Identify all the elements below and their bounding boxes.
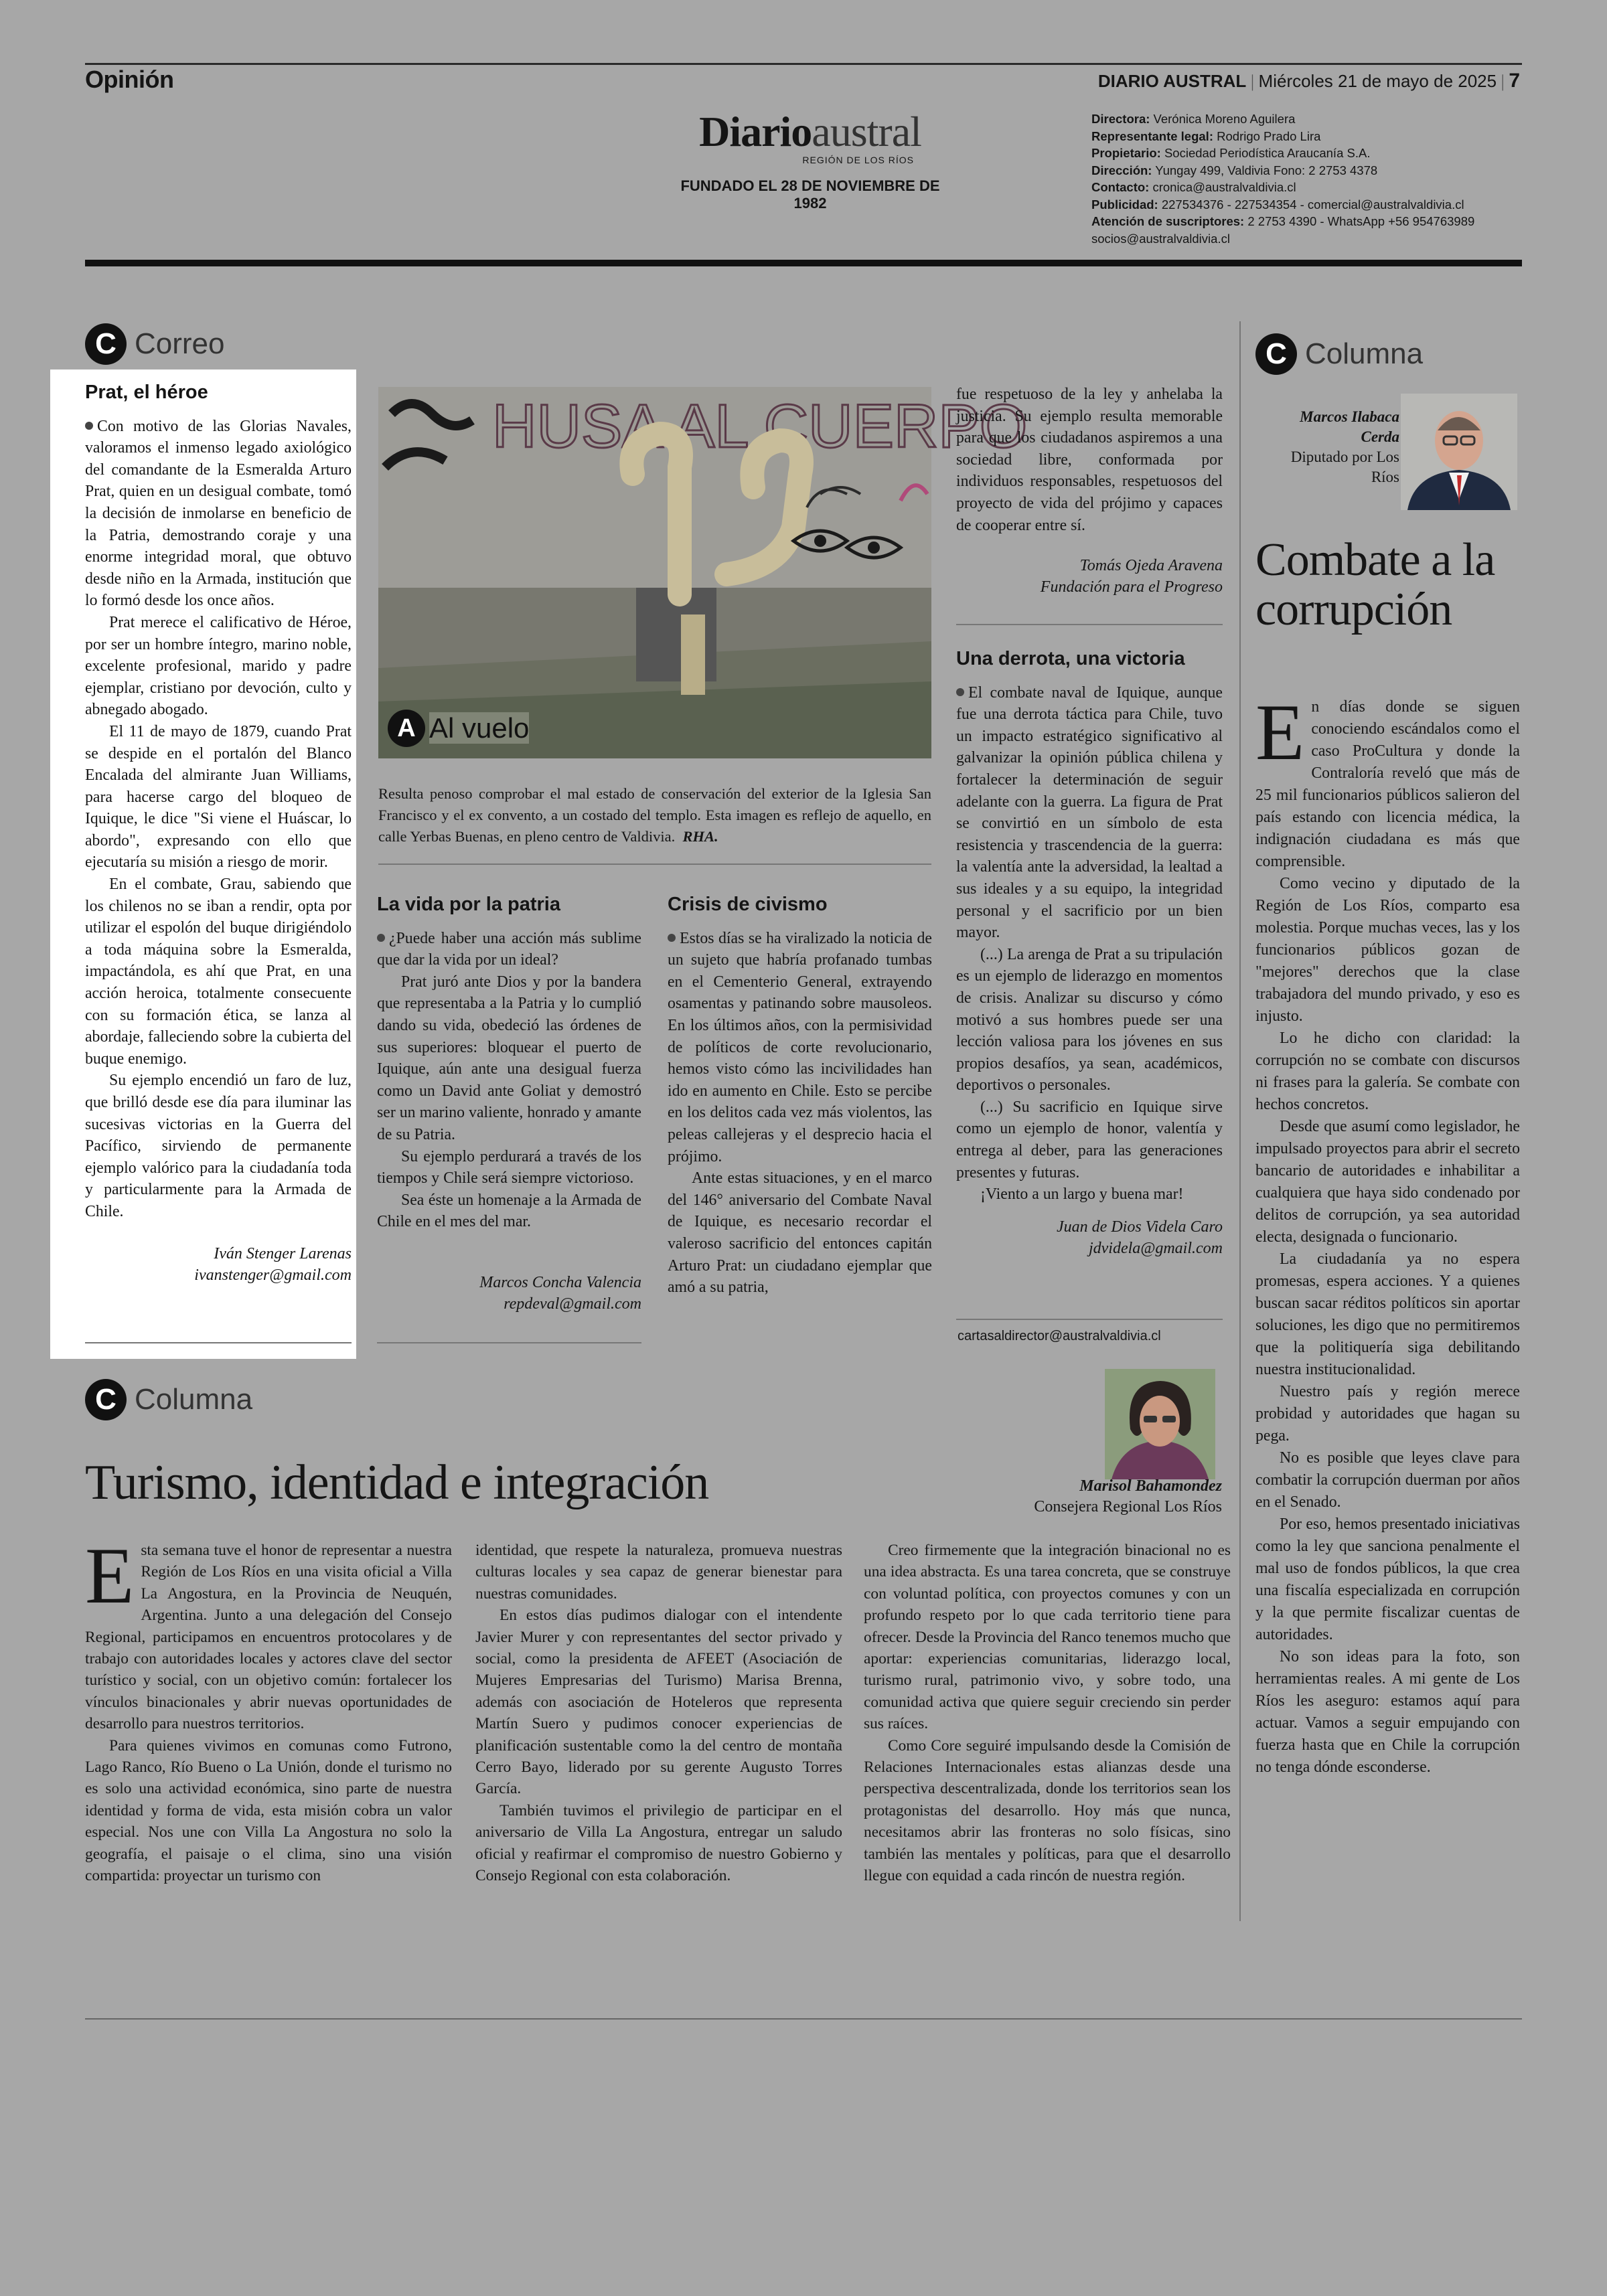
letter-signature (85, 1243, 352, 1286)
al-vuelo-badge: A (388, 710, 425, 747)
columna-label: Columna (1305, 337, 1424, 370)
letter-signature (956, 1216, 1223, 1259)
staff-line: Atención de suscriptores: 2 2753 4390 - WhatsApp +56 954763989 (1091, 214, 1475, 228)
column-paragraph: La ciudadanía ya no espera promesas, espera acciones. Y a quienes buscan sacar réditos políticos sin aportar soluciones, les digo que no permitiremos que la politiquería siga debilitando nuestra institucionalidad. (1255, 1250, 1520, 1378)
avatar (1401, 394, 1517, 510)
letter-title: Prat, el héroe (85, 382, 208, 403)
column-paragraph: No es posible que leyes clave para combatir la corrupción duerman por años en el Senado. (1255, 1449, 1520, 1511)
columna-bottom-title: Turismo, identidad e integración (85, 1455, 709, 1510)
bullet-icon (85, 422, 93, 430)
al-vuelo-label: Al vuelo (429, 712, 530, 744)
divider (85, 1342, 352, 1343)
columna-bottom-col1 (85, 1531, 452, 1887)
columnist-name: Marisol Bahamondez (1079, 1477, 1222, 1495)
column-paragraph: Como Core seguiré impulsando desde la Comisión de Relaciones Internacionales estas alianzas desde una perspectiva descentralizada, donde los territorios sean los protagonistas del desarrollo. Hoy más que nunca, necesitamos abrir las fronteras no solo físicas, sino también las mentales y políticas, para que el desarrollo llegue con equidad a cada rincón de nuestra región. (864, 1736, 1231, 1885)
bullet-icon (956, 688, 964, 696)
divider (956, 624, 1223, 625)
bottom-rule (85, 2018, 1522, 2020)
letter-author: Juan de Dios Videla Caro (1057, 1218, 1223, 1236)
photo-al-vuelo (378, 387, 1028, 758)
staff-line: Dirección: Yungay 499, Valdivia Fono: 2 2753 4378 (1091, 163, 1378, 177)
columna-title: Combate a la corrupción (1255, 534, 1495, 635)
staff-line: Publicidad: 227534376 - 227534354 - comercial@australvaldivia.cl (1091, 197, 1464, 212)
masthead-rule (85, 260, 1522, 266)
columnist-name: Marcos Ilabaca Cerda (1300, 408, 1399, 445)
columnist-byline (937, 1476, 1222, 1518)
staff-box (1091, 110, 1520, 247)
dropcap: E (1255, 687, 1305, 776)
staff-line: socios@australvaldivia.cl (1091, 231, 1230, 246)
divider (956, 1319, 1223, 1320)
column-paragraph: Creo firmemente que la integración binacional no es una idea abstracta. Es una tarea concreta, que se construye con voluntad política, con proyectos comunes y con un profundo respeto por lo que cada territorio tiene para ofrecer. Desde la Provincia del Ranco tenemos mucho que aportar: experiencias comunitarias, liderazgo local, turismo rural, patrimonio vivo, y sobre todo, una comunidad activa que quiere seguir creciendo sin perder sus raíces. (864, 1542, 1231, 1733)
letter-crisis-de-civismo (668, 894, 932, 1299)
letter-org: Fundación para el Progreso (1040, 578, 1223, 596)
masthead-logo: Diarioaustral (699, 108, 921, 155)
letter-paragraph: El 11 de mayo de 1879, cuando Prat se despide en el portalón del Blanco Encalada del almirante Juan Williams, para hacerse cargo del bloqueo de Iquique, le dice "Si viene el Huáscar, lo abordo", expresando con ello que ejecutaría su misión a riesgo de morir. (85, 722, 352, 872)
letter-email: jdvidela@gmail.com (1088, 1239, 1223, 1257)
columna-right-header (1255, 333, 1423, 375)
letter-title: Crisis de civismo (668, 894, 828, 915)
columnist-photo (1401, 394, 1517, 510)
letter-author: Marcos Concha Valencia (479, 1273, 641, 1291)
photo-credit: RHA. (682, 828, 718, 845)
divider (377, 1342, 641, 1343)
letter-paragraph: fue respetuoso de la ley y anhelaba la justicia. Su ejemplo resulta memorable para que los ciudadanos aspiremos a una sociedad libre, conformada por individuos responsables, respetuosos del proyecto de vida del prójimo y capaces de cooperar entre sí. (956, 386, 1223, 534)
letter-title: Una derrota, una victoria (956, 648, 1185, 669)
masthead-founded: FUNDADO EL 28 DE NOVIEMBRE DE 1982 (680, 177, 940, 212)
letter-paragraph: Prat juró ante Dios y por la bandera que representaba a la Patria y lo cumplió dando su vida, obedeció las órdenes de sus superiores: bloquear el puerto de Iquique, aún ante una desigual fuerza como un David ante Goliat y demostró ser un marino valiente, honrado y amante de su Patria. (377, 973, 641, 1143)
section-title: Opinión (85, 66, 174, 93)
letter-prat-el-heroe (85, 382, 352, 1286)
contact-email[interactable]: cartasaldirector@australvaldivia.cl (958, 1329, 1161, 1343)
columnist-photo (1105, 1369, 1215, 1479)
correo-label: Correo (135, 327, 225, 360)
columna-body (1255, 687, 1520, 1779)
correo-header (85, 323, 225, 365)
staff-line: Propietario: Sociedad Periodística Araucanía S.A. (1091, 146, 1371, 160)
avatar (1105, 1369, 1215, 1479)
letter-paragraph: ¡Viento a un largo y buena mar! (980, 1185, 1184, 1204)
column-divider (1239, 321, 1241, 1921)
issue-date: Miércoles 21 de mayo de 2025 (1258, 71, 1497, 91)
letter-paragraph: Sea éste un homenaje a la Armada de Chile en el mes del mar. (377, 1191, 641, 1231)
column-paragraph: Esta semana tuve el honor de representar a nuestra Región de Los Ríos en una visita oficial a Villa La Angostura, en la Provincia de Neuquén, Argentina. Junto a una delegación del Consejo Regional, participamos en encuentros protocolares y de trabajo con autoridades locales y actores clave del sector turístico y social, con un objetivo común: fortalecer los vínculos binacionales y abrir nuevas oportunidades de desarrollo para nuestros territorios. (85, 1531, 452, 1733)
letter-paragraph: (...) La arenga de Prat a su tripulación es un ejemplo de liderazgo en momentos de crisis. Analizar su discurso y cómo motivó a sus hombres puede ser una lección valiosa para los jóvenes en sus propios desafíos, ya sean, académicos, deportivos o personales. (956, 945, 1223, 1094)
masthead (670, 110, 951, 212)
column-paragraph: identidad, que respete la naturaleza, promueva nuestras culturas locales y sea capaz de generar bienestar para nuestras comunidades. (475, 1542, 842, 1603)
dropcap: E (85, 1531, 135, 1620)
column-paragraph: Para quienes vivimos en comunas como Futrono, Lago Ranco, Río Bueno o La Unión, donde el turismo no es solo una actividad económica, sino parte de nuestra identidad y forma de vida, esta misión cobra un valor especial. Nos une con Villa La Angostura no solo la geografía, el paisaje o el clima, sino una visión compartida: proyectar un turismo con (85, 1736, 452, 1885)
letter-una-derrota-una-victoria (956, 648, 1223, 1259)
letter-author: Tomás Ojeda Aravena (1079, 557, 1223, 575)
letter-paragraph: Estos días se ha viralizado la noticia de un sujeto que habría profanado tumbas en el Cementerio General, extrayendo osamentas y patinando sobre mausoleos. En los últimos años, con la permisividad de políticos de corte revolucionario, hemos visto cómo las incivilidades han ido en aumento en Chile. Esto se percibe en los delitos cada vez más violentos, las peleas callejeras y el desprecio hacia el prójimo. (668, 929, 932, 1165)
al-vuelo-tag (388, 710, 529, 747)
divider (378, 864, 931, 865)
staff-line: Representante legal: Rodrigo Prado Lira (1091, 129, 1321, 143)
columna-bottom-header (85, 1379, 252, 1420)
columnist-role: Consejera Regional Los Ríos (1034, 1498, 1222, 1515)
letter-paragraph: El combate naval de Iquique, aunque fue una derrota táctica para Chile, tuvo un impacto estratégico significativo al galvanizar la opinión pública chilena y fortalecer la determinación de seguir adelante con la guerra. La figura de Prat se convirtió en un símbolo de esta resistencia y trascendencia de la guerra: la valentía ante la adversidad, la lealtad a sus ideales y a su equipo, la integridad personal y el sacrificio por un bien mayor. (956, 683, 1223, 942)
correo-badge: C (85, 323, 127, 365)
letter-paragraph: En el combate, Grau, sabiendo que los chilenos no se iban a rendir, opta por utilizar el espolón del buque dirigiéndolo a toda máquina sobre la Esmeralda, impactándola, es ahí que Prat, en una acción heroica, totalmente consecuente con su formación ética, se lanza al abordaje, falleciendo sobre la cubierta del buque enemigo. (85, 876, 352, 1068)
column-paragraph: También tuvimos el privilegio de participar en el aniversario de Villa La Angostura, entregar un saludo oficial y reafirmar el compromiso de nuestro Gobierno y Consejo Regional con esta colaboración. (475, 1801, 842, 1885)
page-number: 7 (1509, 70, 1520, 92)
letter-crisis-de-civismo-continued (956, 384, 1223, 598)
letter-paragraph: Con motivo de las Glorias Navales, valoramos el inmenso legado axiológico del comandante de la Esmeralda Arturo Prat, quien en un desigual combate, tomó la decisión de inmolarse en beneficio de la Patria, demostrando coraje y una enorme integridad moral, que obtuvo desde niño en la Armada, institución que lo formó desde los once años. (85, 417, 352, 610)
bullet-icon (668, 934, 676, 942)
letter-email: repdeval@gmail.com (504, 1295, 641, 1313)
letter-paragraph: ¿Puede haber una acción más sublime que dar la vida por un ideal? (377, 929, 641, 969)
letter-paragraph: (...) Su sacrificio en Iquique sirve como un ejemplo de honor, valentía y entrega al deber, para las generaciones presentes y futuras. (956, 1098, 1223, 1181)
column-paragraph: Lo he dicho con claridad: la corrupción no se combate con discursos ni frases para la galería. Se combate con hechos concretos. (1255, 1030, 1520, 1113)
columna-bottom-col2 (475, 1540, 842, 1887)
paper-name: DIARIO AUSTRAL (1097, 71, 1247, 91)
letter-paragraph: Su ejemplo encendió un faro de luz, que brilló desde ese día para iluminar las sucesivas victorias en la Guerra del Pacífico, sirviendo de permanente ejemplo valórico para la ciudadanía toda y particularmente para la Armada de Chile. (85, 1072, 352, 1220)
letter-paragraph: Prat merece el calificativo de Héroe, por ser un hombre íntegro, marino noble, excelente profesional, marido y padre ejemplar, cristiano por devoción, culto y abnegado abogado. (85, 613, 352, 719)
letter-paragraph: Su ejemplo perdurará a través de los tiempos y Chile será siempre victorioso. (377, 1147, 641, 1187)
columna-label: Columna (135, 1383, 253, 1416)
columnist-role: Diputado por Los Ríos (1290, 448, 1399, 485)
columna-bottom-col3 (864, 1540, 1231, 1887)
letter-signature (377, 1272, 641, 1315)
bullet-icon (377, 934, 385, 942)
staff-line: Directora: Verónica Moreno Aguilera (1091, 112, 1296, 126)
column-paragraph: Desde que asumí como legislador, he impulsado proyectos para abrir el secreto bancario de autoridades e inhabilitar a cualquiera que haya sido condenado por delitos de corrupción, ya sea autoridad electa, designada o funcionario. (1255, 1118, 1520, 1246)
letter-title: La vida por la patria (377, 894, 560, 915)
photo-image (378, 387, 1028, 758)
staff-line: Contacto: cronica@australvaldivia.cl (1091, 180, 1296, 194)
letter-author: Iván Stenger Larenas (214, 1244, 352, 1262)
svg-text:HUSA AL CUERPO: HUSA AL CUERPO (492, 392, 1028, 461)
letter-email: ivanstenger@gmail.com (194, 1266, 352, 1284)
letter-paragraph: Ante estas situaciones, y en el marco del 146° aniversario del Combate Naval de Iquique, es necesario recordar el valeroso sacrificio del entonces capitán Arturo Prat: un ciudadano ejemplar que amó a su patria, (668, 1169, 932, 1297)
top-rule (85, 63, 1522, 65)
column-paragraph: Como vecino y diputado de la Región de Los Ríos, comparto esa molestia. Porque muchas veces, las y los funcionarios públicos gozan de "mejores" derechos que la clase trabajadora del mundo privado, y eso es injusto. (1255, 875, 1520, 1025)
letter-la-vida-por-la-patria (377, 894, 641, 1315)
letter-signature (956, 555, 1223, 598)
column-paragraph: Por eso, hemos presentado iniciativas como la ley que sanciona penalmente el mal uso de fondos públicos, la que crea una fiscalía especializada en corrupción y la que permite fiscalizar cuentas de autoridades. (1255, 1515, 1520, 1643)
columnist-byline (1272, 407, 1399, 487)
columna-badge: C (85, 1379, 127, 1420)
column-paragraph: En días donde se siguen conociendo escándalos como el caso ProCultura y donde la Contraloría reveló que más de 25 mil funcionarios públicos salieron del país estando con licencia médica, la indignación ciudadana es más que comprensible. (1255, 687, 1520, 870)
masthead-region: REGIÓN DE LOS RÍOS (802, 155, 914, 165)
column-paragraph: Nuestro país y región merece probidad y autoridades que hagan su pega. (1255, 1383, 1520, 1445)
column-paragraph: En estos días pudimos dialogar con el intendente Javier Murer y con representantes del sector privado y social, como la presidenta de AFEET (Asociación de Mujeres Empresarias del Turismo) Marisa Brenna, además con asociación de Hoteleros que representa Martín Suero y pudimos conocer experiencias de planificación sustentable como la del centro de montaña Cerro Bayo, liderado por su gerente Augusto Torres García. (475, 1607, 842, 1798)
photo-caption: Resulta penoso comprobar el mal estado de conservación del exterior de la Iglesia San Francisco y el ex convento, a un costado del templo. Esta imagen es reflejo de aquello, en calle Yerbas Buenas, en pleno centro de Valdivia. RHA. (378, 785, 931, 845)
columna-badge: C (1255, 333, 1297, 375)
column-paragraph: No son ideas para la foto, son herramientas reales. A mi gente de Los Ríos les aseguro: estamos aquí para actuar. Vamos a seguir empujando con fuerza hasta que en Chile la corrupción no tenga dónde esconderse. (1255, 1648, 1520, 1776)
page-header-info: DIARIO AUSTRAL | Miércoles 21 de mayo de 2025 | 7 (1097, 70, 1520, 92)
